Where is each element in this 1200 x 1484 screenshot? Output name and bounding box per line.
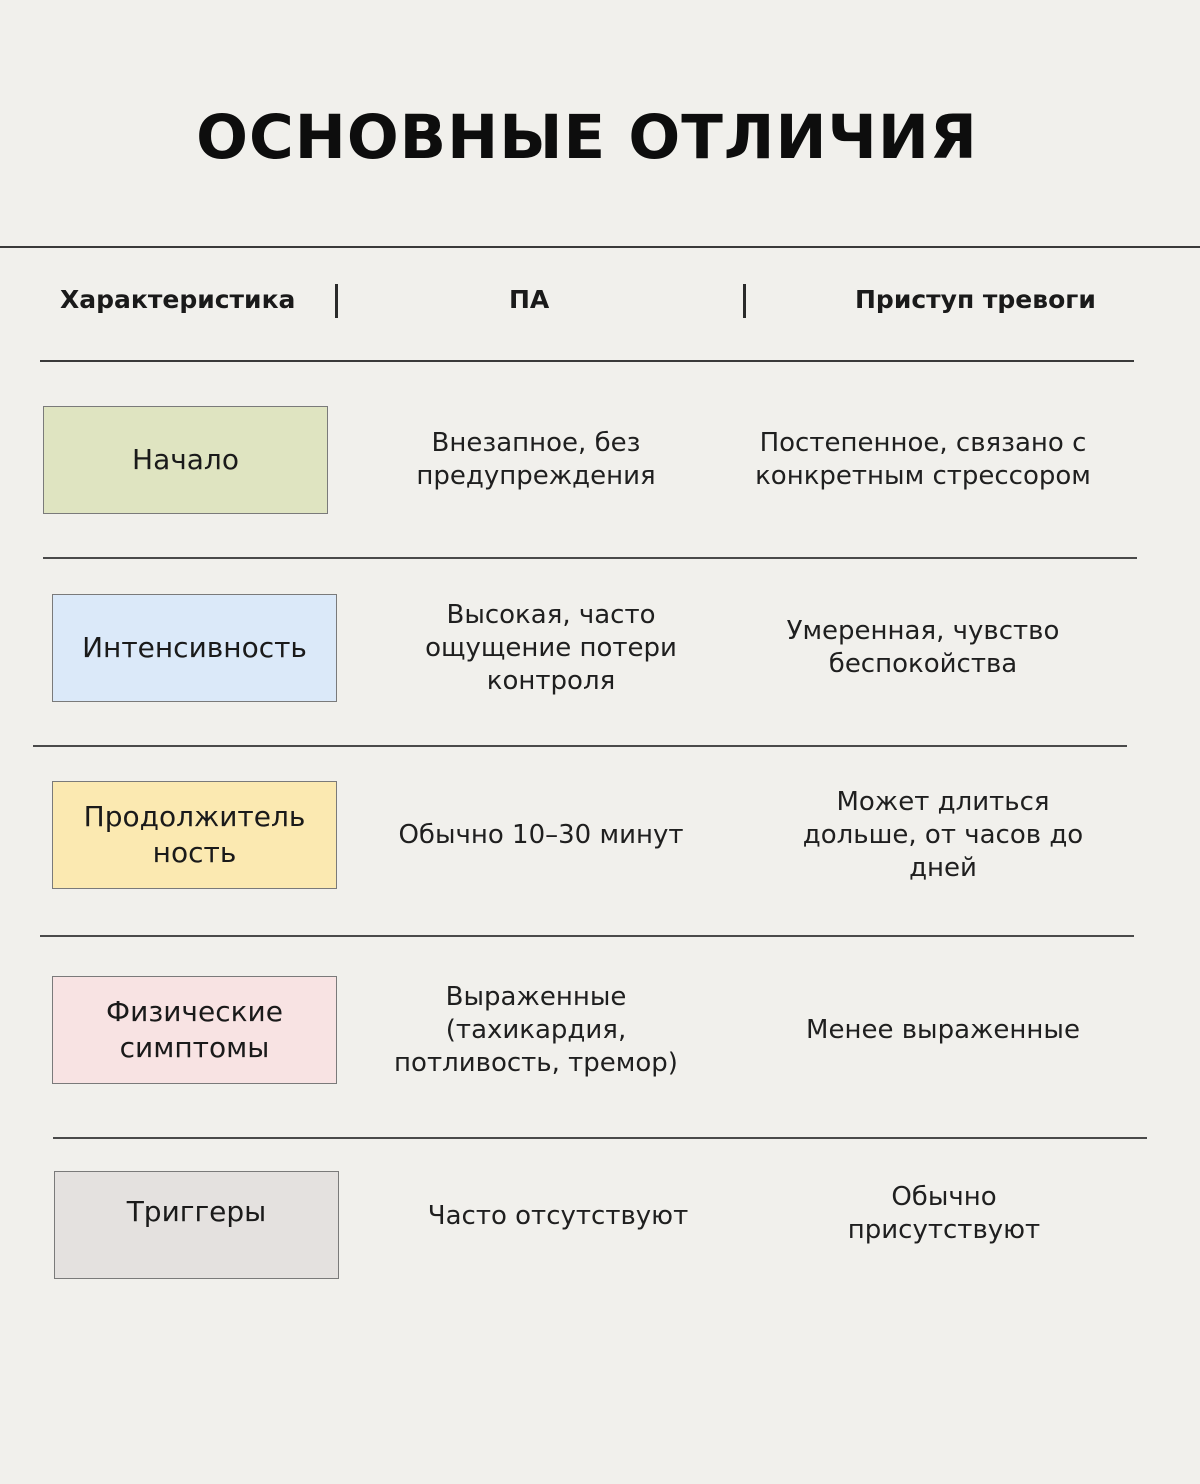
page-title: ОСНОВНЫЕ ОТЛИЧИЯ (196, 102, 978, 173)
row-label-box: Физические симптомы (52, 976, 337, 1084)
row-divider (43, 557, 1137, 559)
row-label-box: Интенсивность (52, 594, 337, 702)
row-divider (33, 745, 1127, 747)
row-divider (53, 1137, 1147, 1139)
row-divider (40, 935, 1134, 937)
header-anxiety-attack: Приступ тревоги (855, 285, 1096, 314)
pa-cell: Внезапное, без предупреждения (416, 428, 656, 491)
pa-cell: Часто отсутствуют (427, 1200, 689, 1231)
anxiety-cell: Менее выраженные (806, 1014, 1080, 1045)
top-divider (0, 246, 1200, 248)
pa-cell: Высокая, часто ощущение потери контроля (425, 599, 677, 696)
pa-cell: Выраженные (тахикардия, потливость, тремор) (394, 981, 678, 1078)
pa-cell: Обычно 10–30 минут (398, 819, 684, 850)
header-characteristic: Характеристика (60, 285, 296, 314)
anxiety-cell: Умеренная, чувство беспокойства (786, 616, 1060, 679)
anxiety-cell: Постепенное, связано с конкретным стрессором (755, 428, 1091, 491)
header-separator (335, 284, 338, 318)
row-label-box: Продолжитель ность (52, 781, 337, 889)
row-label-box: Начало (43, 406, 328, 514)
anxiety-cell: Может длиться дольше, от часов до дней (802, 786, 1084, 883)
header-pa: ПА (509, 285, 550, 314)
header-divider (40, 360, 1134, 362)
anxiety-cell: Обычно присутствуют (847, 1182, 1041, 1245)
header-separator (743, 284, 746, 318)
row-label-box: Триггеры (54, 1171, 339, 1279)
